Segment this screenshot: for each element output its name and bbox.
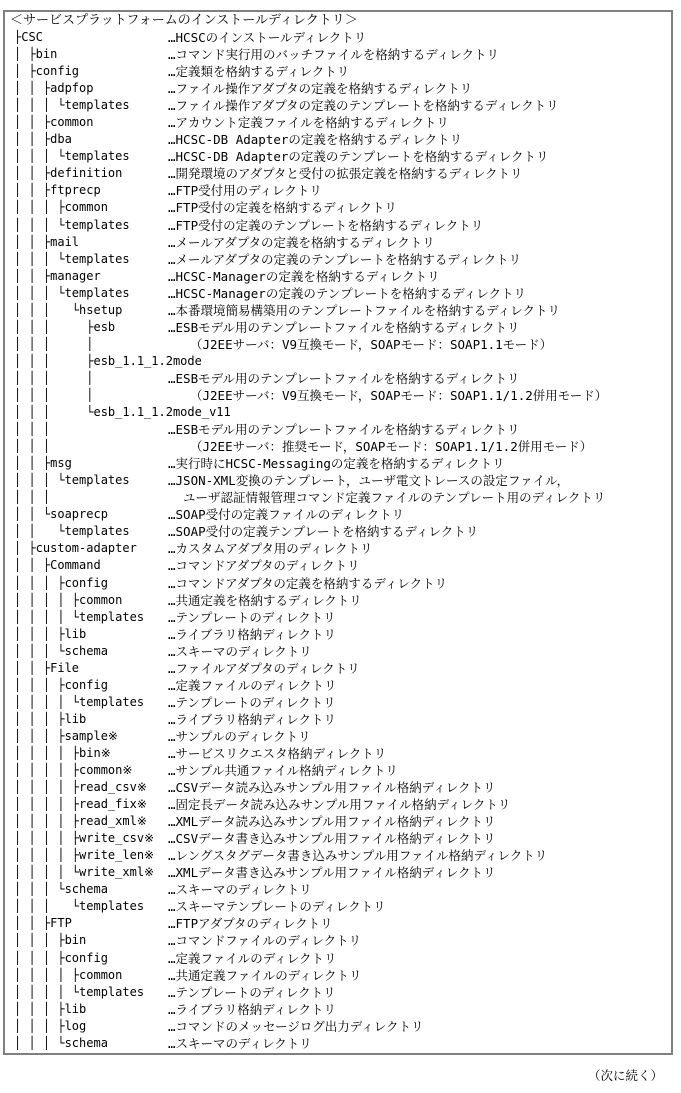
directory-name: │ │ │ │ ├read_csv※ [14,780,147,795]
directory-description: …実行時にHCSC-Messagingの定義を格納するディレクトリ [168,456,505,472]
tree-row [0,881,681,898]
tree-row [0,404,681,421]
tree-row [0,217,681,234]
tree-row [0,438,681,455]
directory-description: …共通定義ファイルのディレクトリ [168,967,362,983]
directory-description: …スキーマのディレクトリ [168,882,312,898]
directory-name: │ │ ├Command [14,558,101,573]
directory-name: │ │ │ └templates [14,251,130,266]
directory-description: …SOAP受付の定義ファイルのディレクトリ [168,507,405,523]
directory-description: …CSVデータ書き込みサンプル用ファイル格納ディレクトリ [168,831,496,847]
page-title: ＜サービスプラットフォームのインストールディレクトリ＞ [10,13,358,28]
tree-row [0,728,681,745]
tree-row [0,182,681,199]
directory-name: │ │ │ ├config [14,575,108,590]
tree-row [0,46,681,63]
directory-name: │ │ │ │ └templates [14,984,145,999]
directory-name: │ │ │ │ └write_xml※ [14,865,155,880]
directory-name: │ │ │ ├lib [14,711,87,726]
tree-row [0,898,681,915]
directory-name: │ │ ├File [14,660,80,675]
tree-row [0,455,681,472]
directory-name: │ │ │ │ [14,370,94,385]
directory-description: …コマンドアダプタのディレクトリ [168,558,360,574]
directory-description: …コマンド実行用のバッチファイルを格納するディレクトリ [168,47,500,63]
tree-row [0,421,681,438]
tree-row [0,387,681,404]
tree-row [0,285,681,302]
directory-description: …ESBモデル用のテンプレートファイルを格納するディレクトリ [168,370,520,386]
directory-description: （J2EEサーバ：推奨モード，SOAPモード：SOAP1.1/1.2併用モード） [190,439,593,455]
directory-description: （J2EEサーバ：V9互換モード，SOAPモード：SOAP1.1/1.2併用モード） [190,387,608,403]
directory-name: │ │ │ │ ├common [14,592,123,607]
directory-description: …JSON-XML変換のテンプレート，ユーザ電文トレースの設定ファイル， [168,473,570,489]
directory-description: …コマンドのメッセージログ出力ディレクトリ [168,1018,424,1034]
directory-name: │ │ │ └templates [14,217,130,232]
tree-row [0,711,681,728]
directory-name: │ │ │ [14,422,51,437]
directory-name: │ │ │ └schema [14,882,108,897]
directory-name: │ │ │ └templates [14,98,130,113]
directory-name: │ │ │ ├common [14,200,108,215]
tree-row [0,950,681,967]
directory-name: │ │ ├definition [14,166,123,181]
directory-name: │ │ │ [14,439,51,454]
directory-name: │ │ ├dba [14,132,72,147]
directory-name: │ │ │ [14,490,51,505]
tree-row [0,114,681,131]
tree-row [0,813,681,830]
directory-description: …ファイル操作アダプタの定義を格納するディレクトリ [168,81,473,97]
directory-description: …コマンドファイルのディレクトリ [168,933,362,949]
tree-row [0,984,681,1001]
tree-row [0,1018,681,1035]
directory-name: │ │ │ ├lib [14,1001,87,1016]
directory-name: │ │ │ ├bin [14,933,87,948]
tree-row [0,268,681,285]
tree-row [0,97,681,114]
directory-description: …CSVデータ読み込みサンプル用ファイル格納ディレクトリ [168,780,496,796]
directory-description: …FTP受付の定義を格納するディレクトリ [168,200,397,216]
directory-name: │ │ │ │ ├bin※ [14,745,111,760]
tree-row [0,336,681,353]
directory-tree [0,29,681,1052]
tree-row [0,523,681,540]
directory-description: …定義ファイルのディレクトリ [168,950,337,966]
tree-row [0,864,681,881]
directory-description: …スキーマのディレクトリ [168,643,312,659]
directory-name: │ │ │ └schema [14,1035,108,1050]
directory-name: │ ├custom-adapter [14,541,137,556]
directory-description: …定義ファイルのディレクトリ [168,677,337,693]
tree-row [0,234,681,251]
directory-description: …HCSC-DB Adapterの定義を格納するディレクトリ [168,132,463,148]
tree-row [0,165,681,182]
tree-row [0,302,681,319]
directory-name: ├CSC [14,30,43,44]
directory-name: │ │ ├manager [14,268,101,283]
directory-description: …HCSCのインストールディレクトリ [168,30,367,45]
directory-description: …XMLデータ読み込みサンプル用ファイル格納ディレクトリ [168,814,496,830]
directory-name: │ │ │ │ ├write_len※ [14,848,155,863]
directory-name: │ │ ├common [14,115,94,130]
directory-description: …HCSC-Managerの定義を格納するディレクトリ [168,268,440,284]
directory-name: │ ├bin [14,47,58,62]
directory-description: …開発環境のアダプタと受付の拡張定義を格納するディレクトリ [168,166,523,182]
directory-name: │ │ │ ├esb [14,319,116,334]
directory-name: │ │ │ │ ├write_csv※ [14,831,155,846]
directory-name: │ │ ├msg [14,456,72,471]
directory-description: …ファイル操作アダプタの定義のテンプレートを格納するディレクトリ [168,98,559,114]
directory-name: │ │ │ ├esb_1.1_1.2mode [14,353,202,368]
tree-row [0,915,681,932]
directory-description: …レングスタグデータ書き込みサンプル用ファイル格納ディレクトリ [168,848,548,864]
directory-name: │ │ └templates [14,524,130,539]
directory-description: …サンプル共通ファイル格納ディレクトリ [168,763,398,779]
directory-description: …スキーマテンプレートのディレクトリ [168,899,386,915]
directory-description: …FTP受付用のディレクトリ [168,183,322,199]
directory-description: …共通定義を格納するディレクトリ [168,592,362,608]
tree-row [0,557,681,574]
directory-description: …アカウント定義ファイルを格納するディレクトリ [168,115,449,131]
directory-description: …HCSC-DB Adapterの定義のテンプレートを格納するディレクトリ [168,149,549,165]
directory-name: │ │ │ ├lib [14,626,87,641]
tree-row [0,472,681,489]
tree-row [0,575,681,592]
tree-row [0,830,681,847]
tree-row [0,131,681,148]
directory-name: │ │ │ │ ├read_xml※ [14,814,147,829]
directory-description: …テンプレートのディレクトリ [168,694,336,710]
tree-row [0,251,681,268]
directory-description: …FTPアダプタのディレクトリ [168,916,333,932]
tree-row [0,148,681,165]
directory-name: │ │ ├mail [14,234,80,249]
directory-description: …スキーマのディレクトリ [168,1035,312,1051]
tree-row [0,762,681,779]
directory-description: …サービスリクエスタ格納ディレクトリ [168,745,387,761]
tree-row [0,660,681,677]
directory-name: │ │ │ └templates [14,473,130,488]
directory-description: …HCSC-Managerの定義のテンプレートを格納するディレクトリ [168,285,526,301]
tree-row [0,932,681,949]
directory-description: …メールアダプタの定義のテンプレートを格納するディレクトリ [168,251,522,267]
directory-name: │ │ │ ├config [14,677,108,692]
directory-name: │ │ ├ftprecp [14,183,101,198]
tree-row [0,796,681,813]
directory-description: …ライブラリ格納ディレクトリ [168,1001,337,1017]
directory-description: …ライブラリ格納ディレクトリ [168,626,337,642]
directory-name: │ │ │ └hsetup [14,302,123,317]
directory-name: │ ├config [14,64,80,79]
directory-name: │ │ │ │ ├read_fix※ [14,797,147,812]
directory-name: │ │ │ │ [14,387,94,402]
tree-row [0,80,681,97]
tree-row [0,677,681,694]
directory-name: │ │ │ │ ├common [14,967,123,982]
directory-description: …テンプレートのディレクトリ [168,609,336,625]
directory-description: …固定長データ読み込みサンプル用ファイル格納ディレクトリ [168,797,511,813]
directory-description: …ESBモデル用のテンプレートファイルを格納するディレクトリ [168,319,520,335]
tree-row [0,370,681,387]
directory-name: │ │ │ └schema [14,643,108,658]
directory-name: │ │ │ ├config [14,950,108,965]
directory-description: …ファイルアダプタのディレクトリ [168,660,360,676]
tree-row [0,694,681,711]
directory-description: （J2EEサーバ：V9互換モード，SOAPモード：SOAP1.1モード） [190,336,553,352]
directory-description: …カスタムアダプタ用のディレクトリ [168,541,373,557]
tree-row [0,199,681,216]
tree-row [0,29,681,46]
tree-row [0,592,681,609]
directory-name: │ │ ├FTP [14,916,72,931]
tree-row [0,63,681,80]
tree-row [0,745,681,762]
tree-row [0,967,681,984]
directory-description: …定義類を格納するディレクトリ [168,64,350,80]
continued-note: （次に続く） [587,1068,663,1083]
directory-description: …ライブラリ格納ディレクトリ [168,711,337,727]
directory-name: │ │ │ │ └templates [14,694,145,709]
directory-name: │ │ └soaprecp [14,507,108,522]
tree-row [0,626,681,643]
directory-description: ユーザ認証情報管理コマンド定義ファイルのテンプレート用のディレクトリ [183,490,606,506]
tree-row [0,1001,681,1018]
directory-description: …サンプルのディレクトリ [168,728,311,744]
tree-row [0,779,681,796]
directory-name: │ │ │ └templates [14,899,145,914]
directory-description: …コマンドアダプタの定義を格納するディレクトリ [168,575,448,591]
directory-name: │ │ │ │ └templates [14,609,145,624]
tree-row [0,847,681,864]
directory-name: │ │ │ ├sample※ [14,728,118,743]
directory-name: │ │ │ └esb_1.1_1.2mode_v11 [14,405,231,420]
directory-description: …XMLデータ書き込みサンプル用ファイル格納ディレクトリ [168,865,496,881]
directory-description: …メールアダプタの定義を格納するディレクトリ [168,234,435,250]
directory-name: │ │ │ └templates [14,149,130,164]
directory-name: │ │ │ ├log [14,1018,87,1033]
directory-name: │ │ │ └templates [14,285,130,300]
directory-name: │ │ │ │ ├common※ [14,763,133,778]
tree-row [0,353,681,370]
directory-description: …テンプレートのディレクトリ [168,984,336,1000]
tree-row [0,643,681,660]
directory-description: …SOAP受付の定義テンプレートを格納するディレクトリ [168,524,479,540]
directory-description: …FTP受付の定義のテンプレートを格納するディレクトリ [168,217,484,233]
directory-name: │ │ ├adpfop [14,81,94,96]
tree-row [0,1035,681,1052]
tree-row [0,319,681,336]
tree-row [0,609,681,626]
directory-name: │ │ │ │ [14,336,94,351]
tree-row [0,540,681,557]
tree-row [0,506,681,523]
directory-description: …本番環境簡易構築用のテンプレートファイルを格納するディレクトリ [168,302,561,318]
tree-row [0,489,681,506]
directory-description: …ESBモデル用のテンプレートファイルを格納するディレクトリ [168,422,520,438]
